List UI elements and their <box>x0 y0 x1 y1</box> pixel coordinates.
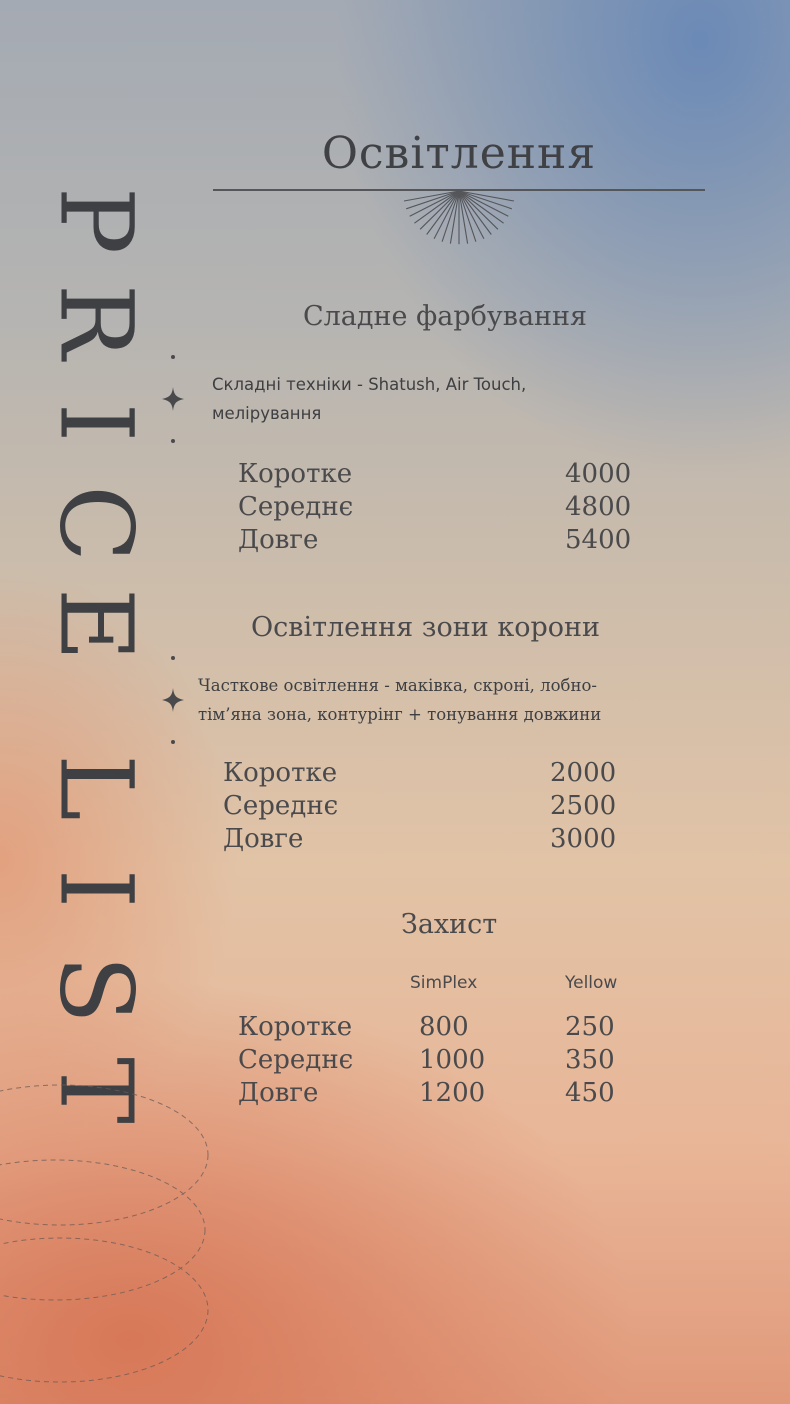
sparkle-icon <box>160 654 186 746</box>
title-letter: R <box>37 283 155 360</box>
title-letter: I <box>37 868 155 909</box>
length-label: Середнє <box>238 1045 354 1075</box>
section-description <box>198 671 601 729</box>
section-description <box>212 370 526 428</box>
price-row <box>223 823 623 856</box>
price-value: 2500 <box>550 791 617 821</box>
title-letter: I <box>37 402 155 443</box>
price-row <box>238 524 638 557</box>
title-letter: E <box>37 588 155 661</box>
price-row <box>238 1011 638 1044</box>
length-label: Довге <box>238 525 319 555</box>
price-value: 3000 <box>550 824 617 854</box>
price-value: 4800 <box>565 492 632 522</box>
price-value: 2000 <box>550 758 617 788</box>
sunburst-icon <box>400 189 518 249</box>
yellow-price: 350 <box>565 1045 615 1075</box>
yellow-price: 250 <box>565 1012 615 1042</box>
description-line: мелірування <box>212 404 322 423</box>
length-label: Довге <box>223 824 304 854</box>
vertical-title-price-list <box>30 170 160 1141</box>
title-letter: T <box>37 1057 155 1124</box>
title-letter: C <box>37 485 155 562</box>
price-value: 4000 <box>565 459 632 489</box>
column-header-simplex: SimPlex <box>410 973 478 993</box>
length-label: Коротке <box>223 758 338 788</box>
price-row <box>223 757 623 790</box>
decorative-ellipses <box>0 1080 230 1404</box>
title-letter: P <box>37 186 155 255</box>
price-row <box>238 1077 638 1110</box>
section-title-crown-lightening: Освітлення зони корони <box>251 612 600 643</box>
title-letter: L <box>37 754 155 821</box>
section-title-complex-coloring: Сладне фарбування <box>303 301 588 332</box>
sparkle-icon <box>160 353 186 445</box>
price-row <box>238 1044 638 1077</box>
price-row <box>238 458 638 491</box>
price-row <box>238 491 638 524</box>
simplex-price: 1200 <box>419 1078 486 1108</box>
price-row <box>223 790 623 823</box>
description-line: Часткове освітлення - маківка, скроні, лобно- <box>198 676 597 695</box>
length-label: Середнє <box>238 492 354 522</box>
yellow-price: 450 <box>565 1078 615 1108</box>
length-label: Середнє <box>223 791 339 821</box>
title-letter: S <box>37 955 155 1024</box>
simplex-price: 1000 <box>419 1045 486 1075</box>
column-header-yellow: Yellow <box>565 973 618 993</box>
page-heading: Освітлення <box>321 128 597 179</box>
description-line: тім’яна зона, контурінг + тонування довжини <box>198 705 602 724</box>
price-value: 5400 <box>565 525 632 555</box>
length-label: Коротке <box>238 459 353 489</box>
length-label: Довге <box>238 1078 319 1108</box>
description-line: Складні техніки - Shatush, Air Touch, <box>212 375 527 394</box>
length-label: Коротке <box>238 1012 353 1042</box>
simplex-price: 800 <box>419 1012 469 1042</box>
section-title-protection: Захист <box>401 909 498 940</box>
